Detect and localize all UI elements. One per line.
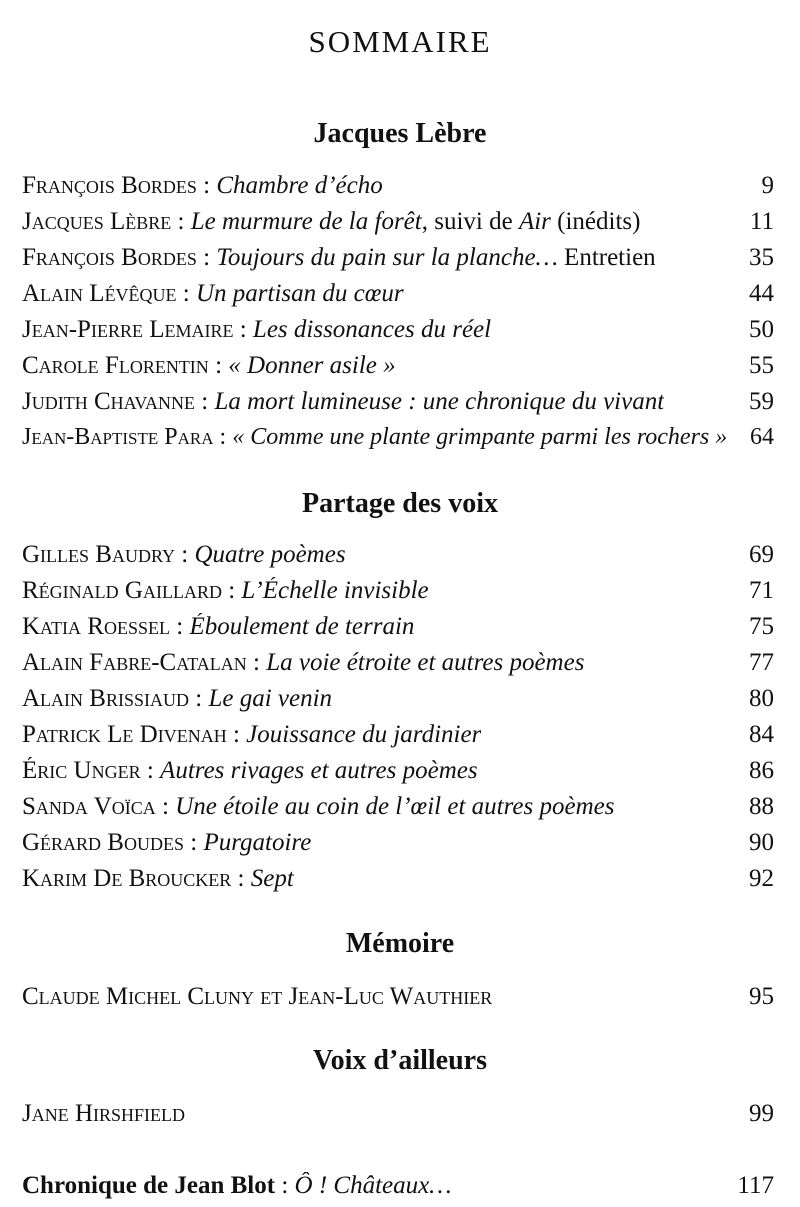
entry-title: Les dissonances du réel (252, 316, 492, 343)
toc-entry[interactable] (22, 280, 774, 314)
entry-author: Jean-Pierre Lemaire (22, 316, 234, 343)
entry-title: Toujours du pain sur la planche… (216, 244, 558, 271)
entry-page-number: 64 (750, 424, 774, 450)
entry-separator: : (196, 244, 217, 271)
section-heading-partage-des-voix: Partage des voix (302, 488, 498, 519)
entry-title: Sept (250, 865, 294, 892)
toc-entry[interactable] (22, 649, 774, 683)
entry-author: Carole Florentin (22, 352, 209, 379)
entry-separator: : (246, 649, 267, 676)
entry-author: Éric Unger (22, 757, 141, 784)
entry-author: Patrick Le Divenah (22, 721, 227, 748)
entry-author: Claude Michel Cluny et Jean-Luc Wauthier (22, 983, 493, 1010)
toc-entry[interactable] (22, 757, 774, 791)
entry-title: La voie étroite et autres poèmes (266, 649, 585, 676)
entry-separator: : (195, 388, 215, 415)
entry-page-number: 84 (749, 721, 774, 748)
entry-separator: : (155, 793, 176, 820)
entry-author: Alain Brissiaud (22, 685, 189, 712)
entry-page-number: 9 (761, 172, 774, 199)
entry-separator: : (231, 865, 251, 892)
entry-separator: : (184, 829, 204, 856)
entry-suffix: , suivi de (421, 208, 519, 235)
entry-page-number: 75 (749, 613, 774, 640)
entry-title-2: Air (518, 208, 551, 235)
entry-page-number: 44 (749, 280, 774, 307)
entry-page-number: 50 (749, 316, 774, 343)
entry-author: Jane Hirshfield (22, 1100, 186, 1127)
toc-entry[interactable] (22, 1100, 774, 1134)
toc-entry[interactable] (22, 172, 774, 206)
entry-suffix: Entretien (557, 244, 656, 271)
entry-separator: : (275, 1172, 295, 1199)
entry-title: « Comme une plante grimpante parmi les rochers » (232, 424, 728, 450)
toc-entry[interactable] (22, 541, 774, 575)
entry-title: Ô ! Châteaux… (294, 1172, 452, 1199)
entry-title: Le murmure de la forêt (190, 208, 422, 235)
toc-entry[interactable] (22, 424, 774, 458)
entry-separator: : (233, 316, 253, 343)
entry-author: Alain Fabre-Catalan (22, 649, 247, 676)
entry-author: Alain Lévêque (22, 280, 177, 307)
entry-title: Le gai venin (208, 685, 333, 712)
toc-entry-chronique[interactable] (22, 1172, 774, 1206)
entry-author: Katia Roessel (22, 613, 170, 640)
entry-page-number: 99 (749, 1100, 774, 1127)
entry-page-number: 92 (749, 865, 774, 892)
page-title: SOMMAIRE (308, 24, 492, 59)
entry-separator: : (208, 352, 229, 379)
section-heading-jacques-lebre: Jacques Lèbre (313, 118, 487, 149)
entry-page-number: 55 (749, 352, 774, 379)
entry-separator: : (176, 280, 196, 307)
toc-entry[interactable] (22, 208, 774, 242)
toc-entry[interactable] (22, 721, 774, 755)
entry-page-number: 80 (749, 685, 774, 712)
entry-author: Karim De Broucker (22, 865, 232, 892)
toc-entry[interactable] (22, 865, 774, 899)
entry-author: Gilles Baudry (22, 541, 175, 568)
toc-entry[interactable] (22, 352, 774, 386)
entry-suffix-2: (inédits) (550, 208, 641, 235)
chronique-label: Chronique de Jean Blot (22, 1172, 276, 1199)
entry-author: Gérard Boudes (22, 829, 184, 856)
entry-title: Chambre d’écho (216, 172, 383, 199)
entry-page-number: 35 (749, 244, 774, 271)
entry-separator: : (213, 424, 233, 450)
entry-title: Autres rivages et autres poèmes (160, 757, 478, 784)
section-heading-voix-dailleurs: Voix d’ailleurs (313, 1045, 487, 1076)
entry-page-number: 88 (749, 793, 774, 820)
entry-title: « Donner asile » (228, 352, 396, 379)
section-heading-memoire: Mémoire (345, 928, 455, 959)
entry-author: François Bordes (22, 244, 197, 271)
toc-entry[interactable] (22, 829, 774, 863)
entry-title: Une étoile au coin de l’œil et autres poèmes (175, 793, 615, 820)
entry-separator: : (226, 721, 247, 748)
entry-separator: : (174, 541, 195, 568)
entry-author: Judith Chavanne (22, 388, 195, 415)
entry-title: L’Échelle invisible (241, 577, 429, 604)
entry-separator: : (169, 613, 190, 640)
entry-page-number: 71 (749, 577, 774, 604)
toc-entry[interactable] (22, 388, 774, 422)
entry-page-number: 69 (749, 541, 774, 568)
entry-separator: : (188, 685, 209, 712)
toc-entry[interactable] (22, 685, 774, 719)
entry-separator: : (196, 172, 217, 199)
entry-title: La mort lumineuse : une chronique du vivant (214, 388, 665, 415)
toc-entry[interactable] (22, 983, 774, 1017)
entry-page-number: 90 (749, 829, 774, 856)
entry-author: François Bordes (22, 172, 197, 199)
toc-entry[interactable] (22, 793, 774, 827)
entry-title: Jouissance du jardinier (246, 721, 482, 748)
entry-page-number: 117 (737, 1172, 774, 1199)
entry-author: Réginald Gaillard (22, 577, 222, 604)
entry-title: Quatre poèmes (194, 541, 346, 568)
entry-author: Jacques Lèbre (22, 208, 172, 235)
entry-page-number: 77 (749, 649, 774, 676)
entry-title: Purgatoire (203, 829, 312, 856)
entry-separator: : (221, 577, 242, 604)
entry-page-number: 11 (749, 208, 774, 235)
entry-author: Sanda Voïca (22, 793, 156, 820)
entry-author: Jean-Baptiste Para (22, 424, 214, 450)
entry-separator: : (171, 208, 191, 235)
toc-entry[interactable] (22, 613, 774, 647)
entry-title: Éboulement de terrain (189, 613, 415, 640)
entry-page-number: 86 (749, 757, 774, 784)
entry-page-number: 59 (749, 388, 774, 415)
toc-entry[interactable] (22, 244, 774, 278)
toc-entry[interactable] (22, 577, 774, 611)
entry-page-number: 95 (749, 983, 774, 1010)
entry-separator: : (140, 757, 161, 784)
toc-entry[interactable] (22, 316, 774, 350)
entry-title: Un partisan du cœur (196, 280, 404, 307)
